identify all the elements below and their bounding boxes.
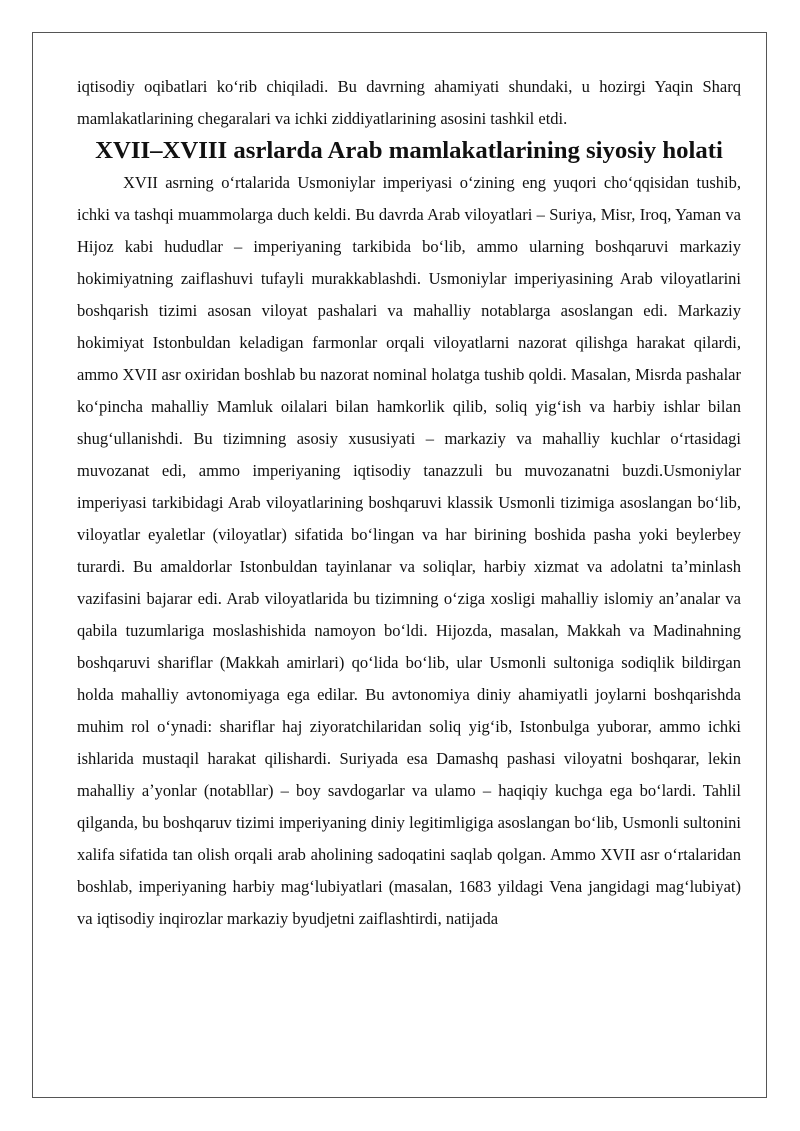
document-body bbox=[77, 71, 741, 935]
body-paragraph: XVII asrning oʻrtalarida Usmoniylar imperiyasi oʻzining eng yuqori choʻqqisidan tushib, ichki va tashqi muammolarga duch keldi. Bu davrda Arab viloyatlari – Suriya, Misr, Iroq, Yaman va Hijoz kabi hududlar – imperiyaning tarkibida boʻlib, ammo ularning boshqaruvi markaziy hokimiyatning zaiflashuvi tufayli murakkablashdi. Usmoniylar imperiyasining Arab viloyatlarini boshqarish tizimi asosan viloyat pashalari va mahalliy notablarga asoslangan edi. Markaziy hokimiyat Istonbuldan keladigan farmonlar orqali viloyatlarni nazorat qilishga harakat qilardi, ammo XVII asr oxiridan boshlab bu nazorat nominal holatga tushib qoldi. Masalan, Misrda pashalar koʻpincha mahalliy Mamluk oilalari bilan hamkorlik qilib, soliq yigʻish va harbiy ishlar bilan shugʻullanishdi. Bu tizimning asosiy xususiyati – markaziy va mahalliy kuchlar oʻrtasidagi muvozanat edi, ammo imperiyaning iqtisodiy tanazzuli bu muvozanatni buzdi.Usmoniylar imperiyasi tarkibidagi Arab viloyatlarining boshqaruvi klassik Usmonli tizimiga asoslangan boʻlib, viloyatlar eyaletlar (viloyatlar) sifatida boʻlingan va har birining boshida pasha yoki beylerbey turardi. Bu amaldorlar Istonbuldan tayinlanar va soliqlar, harbiy xizmat va adolatni taʼminlash vazifasini bajarar edi. Arab viloyatlarida bu tizimning oʻziga xosligi mahalliy islomiy anʼanalar va qabila tuzumlariga moslashishida namoyon boʻldi. Hijozda, masalan, Makkah va Madinahning boshqaruvi shariflar (Makkah amirlari) qoʻlida boʻlib, ular Usmonli sultoniga sodiqlik bildirgan holda mahalliy avtonomiyaga ega edilar. Bu avtonomiya diniy ahamiyatli joylarni boshqarishda muhim rol oʻynadi: shariflar haj ziyoratchilaridan soliq yigʻib, Istonbulga yuborar, ammo ichki ishlarida mustaqil harakat qilishardi. Suriyada esa Damashq pashasi viloyatni boshqarar, lekin mahalliy aʼyonlar (notabllar) – boy savdogarlar va ulamo – haqiqiy kuchga ega boʻlardi. Tahlil qilganda, bu boshqaruv tizimi imperiyaning diniy legitimligiga asoslangan boʻlib, Usmonli sultonini xalifa sifatida tan olish orqali arab aholining sadoqatini saqlab qolgan. Ammo XVII asr oʻrtalaridan boshlab, imperiyaning harbiy magʻlubiyatlari (masalan, 1683 yildagi Vena jangidagi magʻlubiyat) va iqtisodiy inqirozlar markaziy byudjetni zaiflashtirdi, natijada bbox=[77, 173, 741, 928]
section-heading: XVII–XVIII asrlarda Arab mamlakatlarining siyosiy holati bbox=[95, 137, 723, 164]
intro-paragraph: iqtisodiy oqibatlari koʻrib chiqiladi. Bu davrning ahamiyati shundaki, u hozirgi Yaqin Sharq mamlakatlarining chegaralari va ichki ziddiyatlarining asosini tashkil etdi. bbox=[77, 77, 741, 128]
